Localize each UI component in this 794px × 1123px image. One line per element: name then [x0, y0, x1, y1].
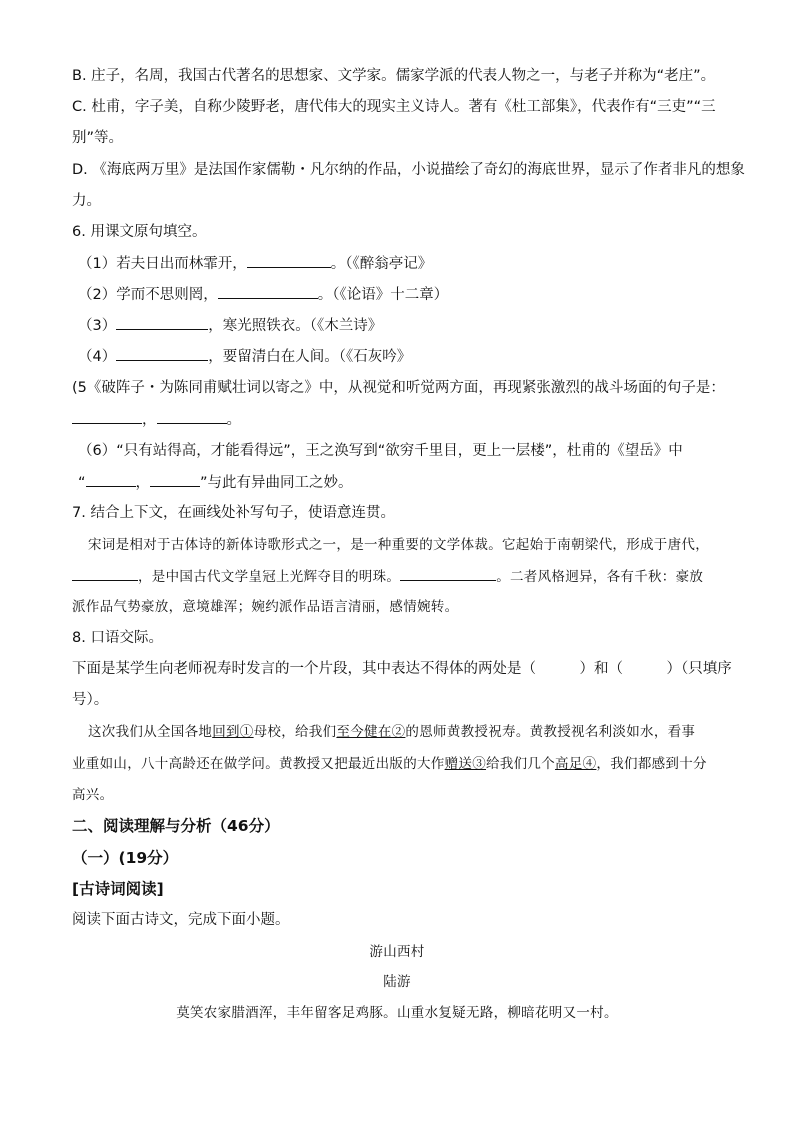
- q8-passage-line1: [88, 722, 734, 742]
- q7-passage-tail: 。二者风格迥异，各有千秋：豪放: [496, 569, 704, 585]
- q8-text: 母校，给我们: [253, 724, 337, 740]
- q8-text: 这次我们从全国各地: [88, 724, 213, 740]
- q6-item-4-prefix: （4）: [78, 349, 117, 365]
- q7-title: 7. 结合上下文，在画线处补写句子，使语意连贯。: [72, 505, 395, 521]
- q6-item-5-line2: [72, 409, 734, 430]
- q6-item-1: [78, 253, 734, 274]
- q8-underlined-3: 赠送③: [444, 756, 487, 772]
- poem-line-1: 莫笑农家腊酒浑，丰年留客足鸡豚。山重水复疑无路，柳暗花明又一村。: [176, 1005, 618, 1021]
- q8-title: 8. 口语交际。: [72, 630, 163, 646]
- q6-item-6-line2: [78, 472, 734, 493]
- q6-item-3-suffix: ，寒光照铁衣。（《木兰诗》: [208, 318, 383, 334]
- q8-prompt-line2: 号）。: [72, 692, 109, 708]
- q6-title: 6. 用课文原句填空。: [72, 224, 207, 240]
- q8-passage-line3: 高兴。: [72, 787, 114, 803]
- answer-blank[interactable]: [400, 566, 496, 581]
- q6-item-1-suffix: 。（《醉翁亭记》: [330, 256, 433, 272]
- q8-prompt-line1: 下面是某学生向老师祝寿时发言的一个片段，其中表达不得体的两处是（ ）和（ ）（只填序: [72, 661, 732, 677]
- q6-item-3-prefix: （3）: [78, 318, 117, 334]
- q8-underlined-2: 至今健在②: [336, 724, 406, 740]
- q5-option-d-line2: 力。: [72, 193, 101, 209]
- q7-passage-middle: ，是中国古代文学皇冠上光辉夺目的明珠。: [138, 569, 401, 585]
- q6-item-3: [78, 315, 734, 336]
- answer-blank[interactable]: [157, 409, 227, 424]
- answer-blank[interactable]: [116, 346, 208, 361]
- q6-item-4-suffix: ，要留清白在人间。（《石灰吟》: [208, 349, 412, 365]
- q8-underlined-4: 高足④: [555, 756, 597, 772]
- answer-blank[interactable]: [150, 472, 200, 487]
- section-tag: [古诗词阅读]: [72, 880, 164, 898]
- q8-text: ，我们都感到十分: [596, 756, 707, 772]
- q6-item-5-line1: (5《破阵子・为陈同甫赋壮词以寄之》中，从视觉和听觉两方面，再现紧张激烈的战斗场面的句子是：: [72, 380, 725, 396]
- q8-text: 业重如山，八十高龄还在做学问。黄教授又把最近出版的大作: [72, 756, 445, 772]
- q6-item-2-prefix: （2）学而不思则罔，: [78, 287, 218, 303]
- q8-text: 的恩师黄教授祝寿。黄教授视名利淡如水，看事: [405, 724, 696, 740]
- answer-blank[interactable]: [247, 253, 331, 268]
- section-title: 二、阅读理解与分析（46分）: [72, 817, 280, 835]
- q5-option-c-line1: C. 杜甫，字子美，自称少陵野老，唐代伟大的现实主义诗人。著有《杜工部集》，代表作有“三吏”“三: [72, 99, 716, 115]
- q6-item-1-prefix: （1）若夫日出而林霏开，: [78, 256, 247, 272]
- answer-blank[interactable]: [116, 315, 208, 330]
- q8-underlined-1: 回到①: [212, 724, 254, 740]
- q6-item-5-end: 。: [226, 412, 241, 428]
- q7-passage-line1: 宋词是相对于古体诗的新体诗歌形式之一，是一种重要的文学体裁。它起始于南朝梁代，形成于唐代，: [88, 537, 709, 553]
- answer-blank[interactable]: [86, 472, 136, 487]
- q6-item-6-tail: ”与此有异曲同工之妙。: [200, 475, 353, 491]
- q5-option-b: B. 庄子，名周，我国古代著名的思想家、文学家。儒家学派的代表人物之一，与老子并称为“老庄”。: [72, 68, 716, 84]
- q6-item-4: [78, 346, 734, 367]
- answer-blank[interactable]: [218, 284, 318, 299]
- q6-item-6-sep: ，: [135, 475, 151, 491]
- q6-item-6-open-quote: “: [78, 475, 86, 491]
- q8-text: 给我们几个: [486, 756, 556, 772]
- q6-item-5-sep: ，: [142, 412, 157, 428]
- answer-blank[interactable]: [72, 409, 142, 424]
- instruction: 阅读下面古诗文，完成下面小题。: [72, 912, 290, 928]
- answer-blank[interactable]: [72, 566, 138, 581]
- q6-item-2: [78, 284, 734, 305]
- poem-author: 陆游: [383, 974, 411, 990]
- q7-passage-line2: [72, 566, 734, 587]
- poem-title: 游山西村: [369, 944, 425, 960]
- q6-item-6-line1: （6）“只有站得高，才能看得远”，王之涣写到“欲穷千里目，更上一层楼”，杜甫的《望岳》中: [78, 443, 683, 459]
- q6-item-2-suffix: 。（《论语》十二章）: [317, 287, 449, 303]
- q7-passage-line3: 派作品气势豪放，意境雄浑；婉约派作品语言清丽，感情婉转。: [72, 599, 459, 615]
- q8-passage-line2: [72, 754, 734, 774]
- q5-option-d-line1: D. 《海底两万里》是法国作家儒勒・凡尔纳的作品，小说描绘了奇幻的海底世界，显示了作者非凡的想象: [72, 162, 745, 178]
- q5-option-c-line2: 别”等。: [72, 130, 124, 146]
- subsection-title: （一）(19分）: [72, 849, 179, 867]
